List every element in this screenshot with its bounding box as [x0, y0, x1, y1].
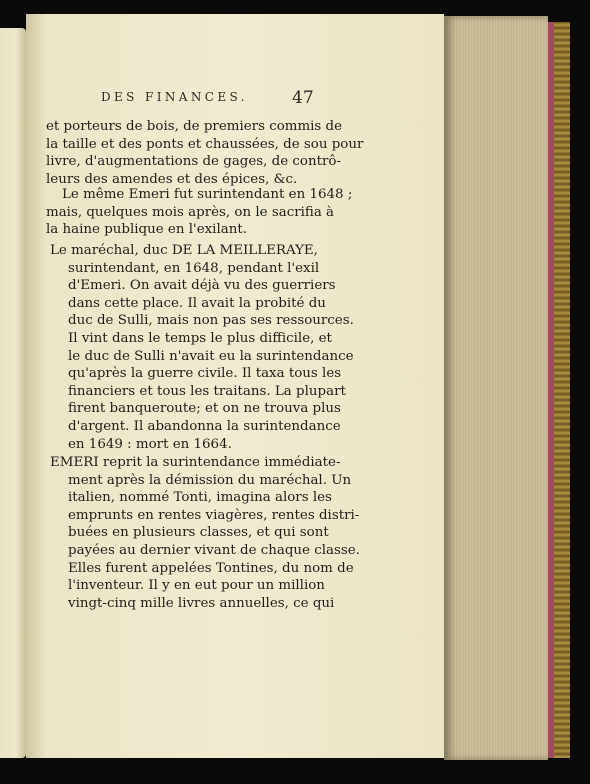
text-line: Le maréchal, duc DE LA MEILLERAYE, [50, 243, 318, 258]
text-line: la taille et des ponts et chaussées, de sou pour [46, 136, 364, 152]
text-line: Il vint dans le temps le plus difficile, et [68, 330, 332, 346]
text-line: d'argent. Il abandonna la surintendance [68, 418, 341, 434]
running-head: DES FINANCES. [101, 90, 248, 104]
paragraph-2 [46, 186, 353, 239]
paragraph-1 [46, 118, 364, 188]
text-line: vingt-cinq mille livres annuelles, ce qui [68, 595, 335, 611]
text-line: livre, d'augmentations de gages, de contrô- [46, 154, 341, 170]
text-line: financiers et tous les traitans. La plupart [68, 383, 346, 399]
text-line: Elles furent appelées Tontines, du nom de [68, 560, 354, 576]
text-line: italien, nommé Tonti, imagina alors les [68, 490, 332, 506]
page-fore-edge [444, 16, 548, 760]
text-line: la haine publique en l'exilant. [46, 222, 247, 238]
book-page [26, 14, 444, 758]
text-line: et porteurs de bois, de premiers commis de [46, 119, 343, 134]
text-line: EMERI reprit la surintendance immédiate- [50, 455, 341, 470]
text-line: emprunts en rentes viagères, rentes distri- [68, 507, 360, 523]
text-line: l'inventeur. Il y en eut pour un million [68, 578, 325, 594]
text-line: duc de Sulli, mais non pas ses ressources. [68, 313, 354, 329]
text-line: leurs des amendes et des épices, &c. [46, 171, 298, 187]
paragraph-4 [50, 454, 360, 612]
text-line: surintendant, en 1648, pendant l'exil [68, 260, 320, 276]
text-line: en 1649 : mort en 1664. [68, 436, 232, 452]
text-line: dans cette place. Il avait la probité du [68, 295, 326, 311]
facing-page-edge [0, 28, 26, 758]
text-line: Le même Emeri fut surintendant en 1648 ; [62, 187, 353, 202]
page-number: 47 [292, 88, 314, 108]
text-line: d'Emeri. On avait déjà vu des guerriers [68, 278, 336, 294]
paragraph-3 [50, 242, 354, 453]
text-line: firent banqueroute; et on ne trouva plus [68, 401, 341, 417]
text-line: le duc de Sulli n'avait eu la surintendance [68, 348, 354, 364]
text-line: qu'après la guerre civile. Il taxa tous les [68, 366, 342, 382]
text-line: ment après la démission du maréchal. Un [68, 472, 352, 488]
text-line: payées au dernier vivant de chaque classe. [68, 542, 360, 558]
book-cover-edge [548, 22, 570, 758]
text-line: mais, quelques mois après, on le sacrifia à [46, 204, 335, 220]
text-line: buées en plusieurs classes, et qui sont [68, 525, 329, 541]
